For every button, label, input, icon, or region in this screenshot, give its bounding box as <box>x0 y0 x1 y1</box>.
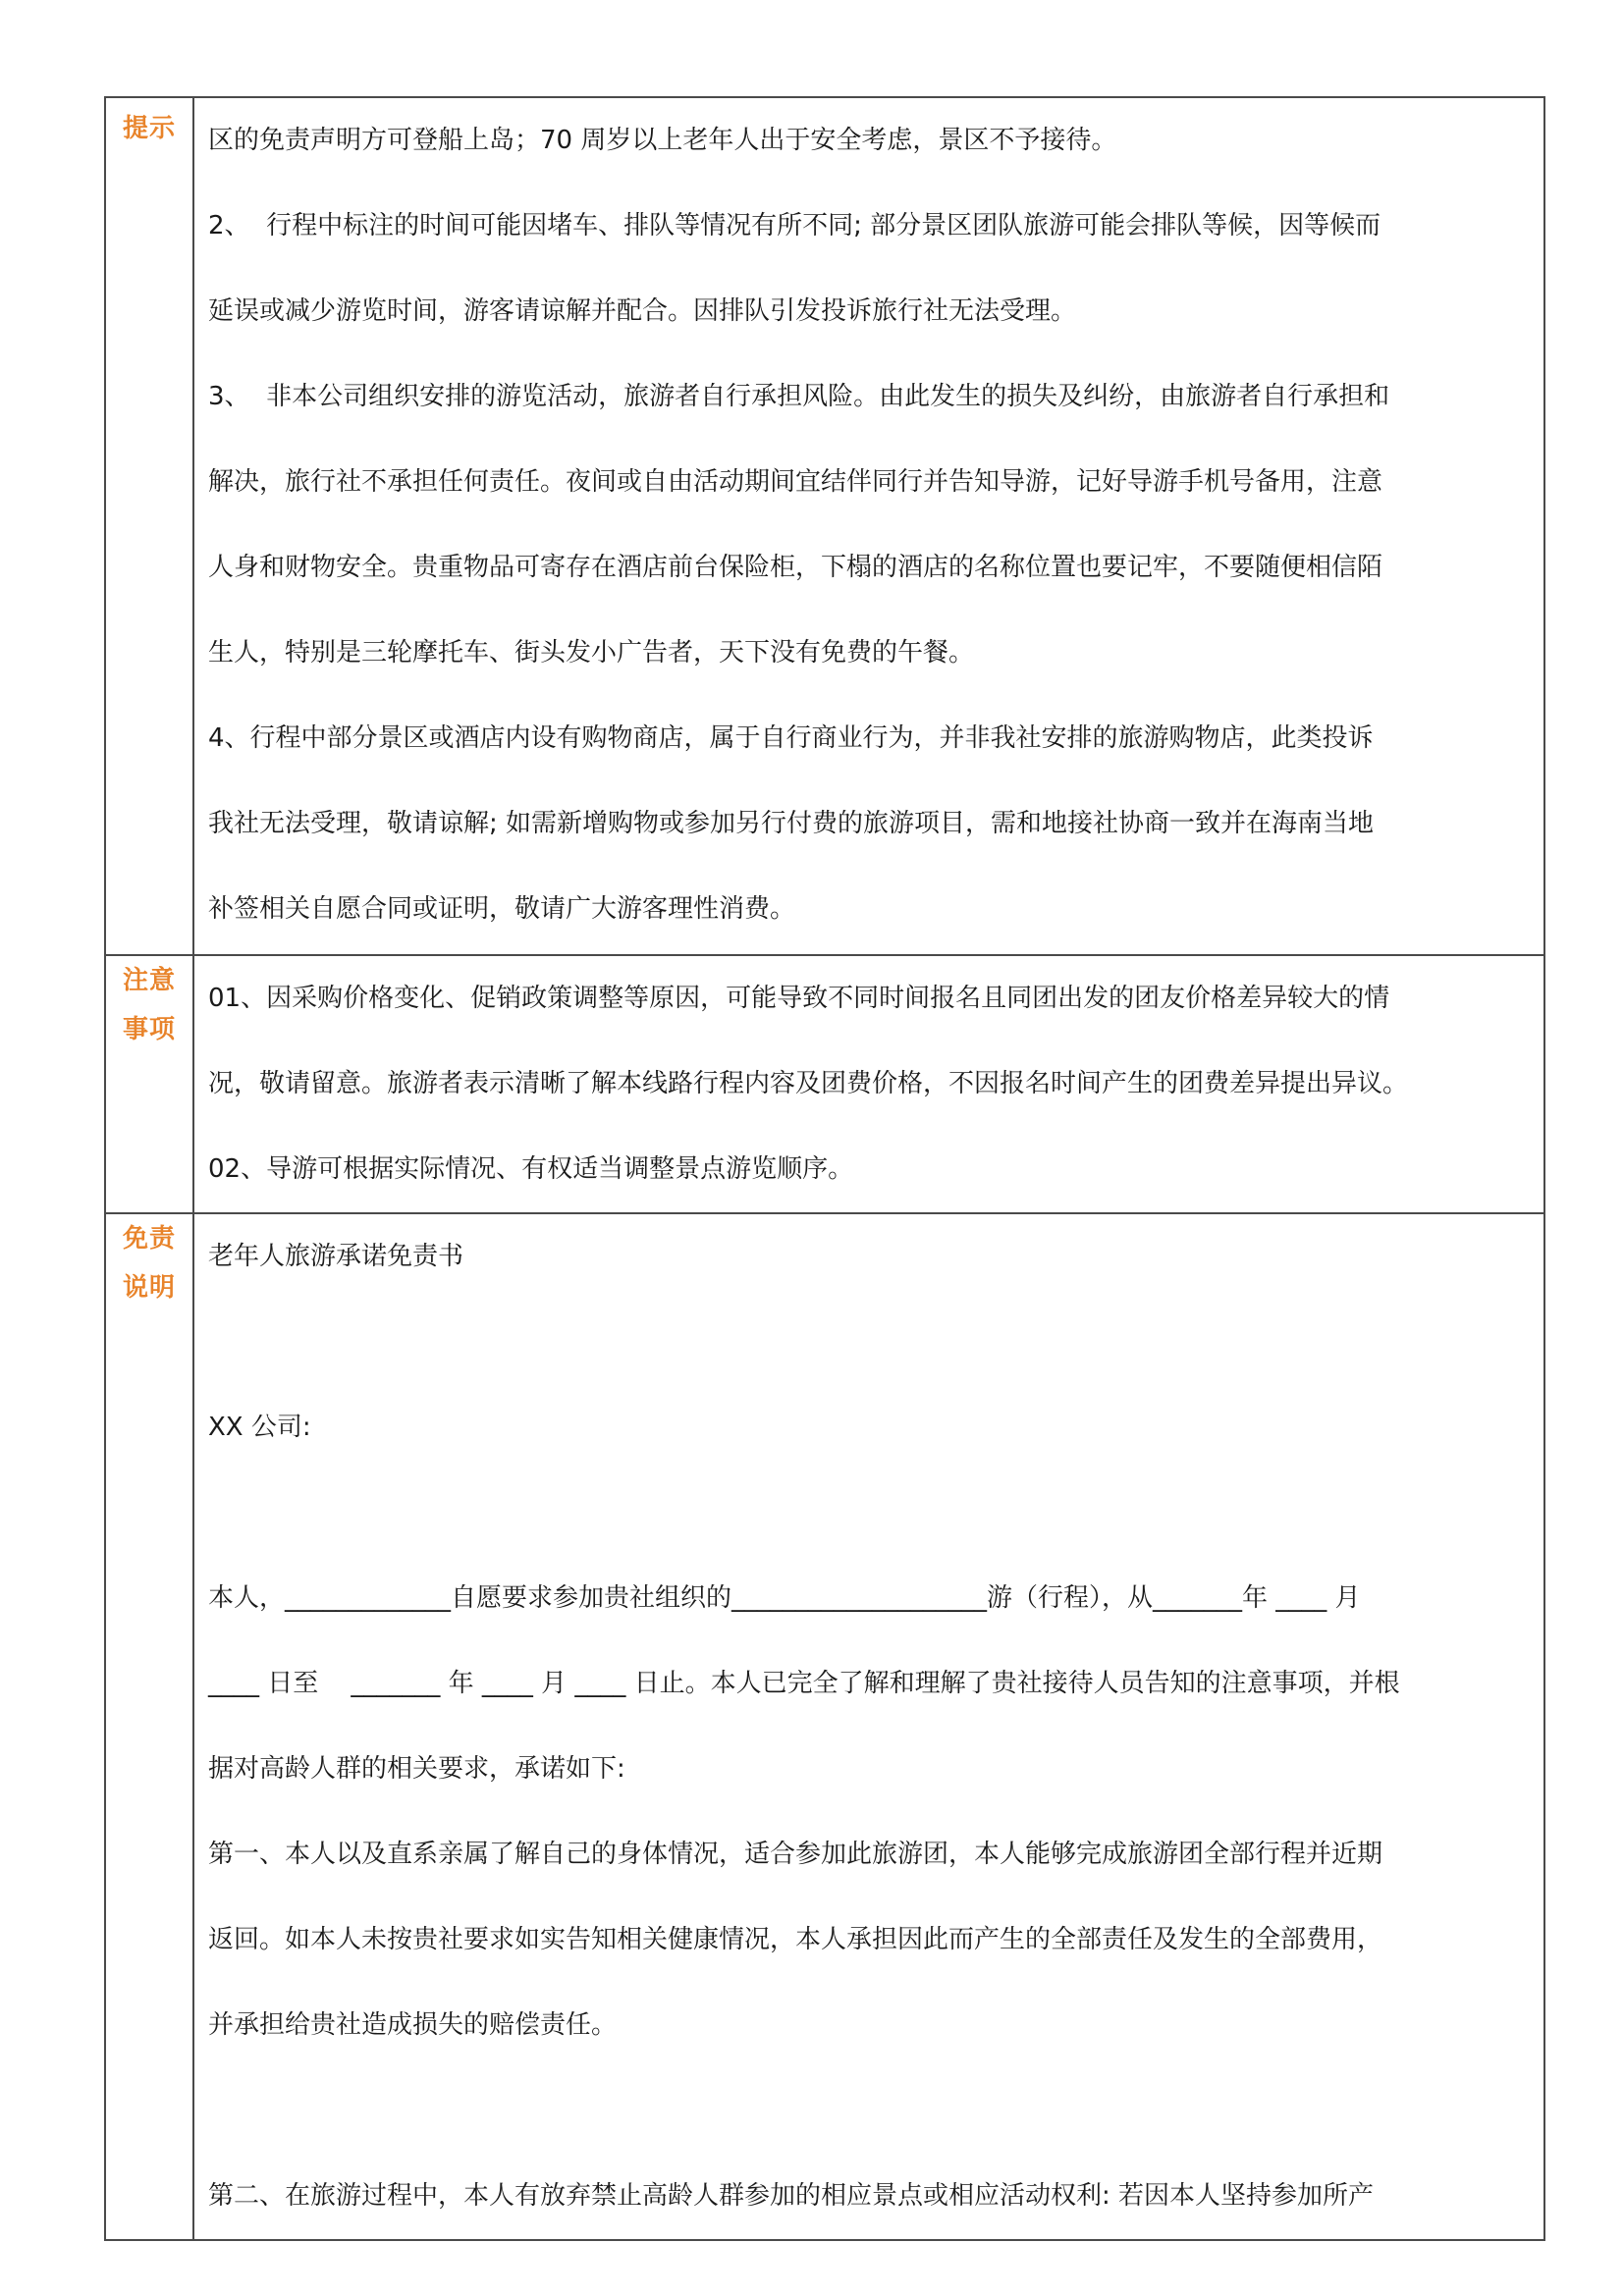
disclaimer-line: 第一、本人以及直系亲属了解自己的身体情况，适合参加此旅游团，本人能够完成旅游团全部行程并近期 <box>208 1840 1383 1869</box>
section-disclaimer-row <box>105 1213 1544 2240</box>
disclaimer-line: 返回。如本人未按贵社要求如实告知相关健康情况，本人承担因此而产生的全部责任及发生的全部费用， <box>208 1925 1383 1954</box>
section-notes-label-line: 注意 <box>122 966 176 995</box>
disclaimer-blank-line <box>208 2068 1530 2154</box>
tips-line: 生人，特别是三轮摩托车、街头发小广告者，天下没有免费的午餐。 <box>208 638 975 667</box>
section-tips-label: 提示 <box>122 114 176 143</box>
disclaimer-blank-line <box>208 1300 1530 1385</box>
disclaimer-line: ____ 日至 _______ 年 ____ 月 ____ 日止。本人已完全了解和理解了贵社接待人员告知的注意事项，并根 <box>208 1669 1400 1698</box>
section-tips-content <box>193 97 1544 955</box>
tips-line: 4、行程中部分景区或酒店内设有购物商店，属于自行商业行为，并非我社安排的旅游购物店，此类投诉 <box>208 723 1374 753</box>
notes-line: 01、因采购价格变化、促销政策调整等原因，可能导致不同时间报名且同团出发的团友价格差异较大的情 <box>208 984 1390 1013</box>
disclaimer-line: 并承担给贵社造成损失的赔偿责任。 <box>208 2010 618 2040</box>
section-tips-row <box>105 97 1544 955</box>
section-notes-label-line: 事项 <box>122 1015 176 1044</box>
section-disclaimer-label-line: 免责 <box>122 1224 176 1254</box>
notes-line: 况，敬请留意。旅游者表示清晰了解本线路行程内容及团费价格，不因报名时间产生的团费差异提出异议。 <box>208 1069 1409 1098</box>
tips-line: 延误或减少游览时间，游客请谅解并配合。因排队引发投诉旅行社无法受理。 <box>208 296 1077 326</box>
section-tips-label-cell <box>105 97 193 955</box>
disclaimer-line: 据对高龄人群的相关要求，承诺如下: <box>208 1754 625 1784</box>
disclaimer-line: 第二、在旅游过程中，本人有放弃禁止高龄人群参加的相应景点或相应活动权利: 若因本人坚持参加所产 <box>208 2181 1375 2211</box>
tips-line: 补签相关自愿合同或证明，敬请广大游客理性消费。 <box>208 894 796 924</box>
tips-line: 2、 行程中标注的时间可能因堵车、排队等情况有所不同; 部分景区团队旅游可能会排队等候，因等候而 <box>208 211 1381 240</box>
disclaimer-line: 本人，_____________自愿要求参加贵社组织的____________________游（行程），从_______年 ____ 月 <box>208 1583 1361 1613</box>
disclaimer-blank-line <box>208 1470 1530 1556</box>
tips-line: 解决，旅行社不承担任何责任。夜间或自由活动期间宜结伴同行并告知导游，记好导游手机号备用，注意 <box>208 467 1383 497</box>
tips-line: 人身和财物安全。贵重物品可寄存在酒店前台保险柜，下榻的酒店的名称位置也要记牢，不要随便相信陌 <box>208 553 1383 582</box>
notes-line: 02、导游可根据实际情况、有权适当调整景点游览顺序。 <box>208 1154 854 1184</box>
section-disclaimer-label-cell <box>105 1213 193 2240</box>
disclaimer-title: 老年人旅游承诺免责书 <box>208 1242 464 1271</box>
tips-line: 我社无法受理，敬请谅解; 如需新增购物或参加另行付费的旅游项目，需和地接社协商一致并在海南当地 <box>208 809 1375 838</box>
itinerary-notes-table <box>104 96 1545 2241</box>
section-notes-label-cell <box>105 955 193 1213</box>
tips-line: 区的免责声明方可登船上岛；70 周岁以上老年人出于安全考虑，景区不予接待。 <box>208 126 1117 155</box>
disclaimer-addressee: XX 公司: <box>208 1413 311 1442</box>
section-disclaimer-label-line: 说明 <box>122 1273 176 1303</box>
tips-line: 3、 非本公司组织安排的游览活动，旅游者自行承担风险。由此发生的损失及纠纷，由旅游者自行承担和 <box>208 382 1390 411</box>
section-disclaimer-content <box>193 1213 1544 2240</box>
section-notes-content <box>193 955 1544 1213</box>
section-notes-row <box>105 955 1544 1213</box>
